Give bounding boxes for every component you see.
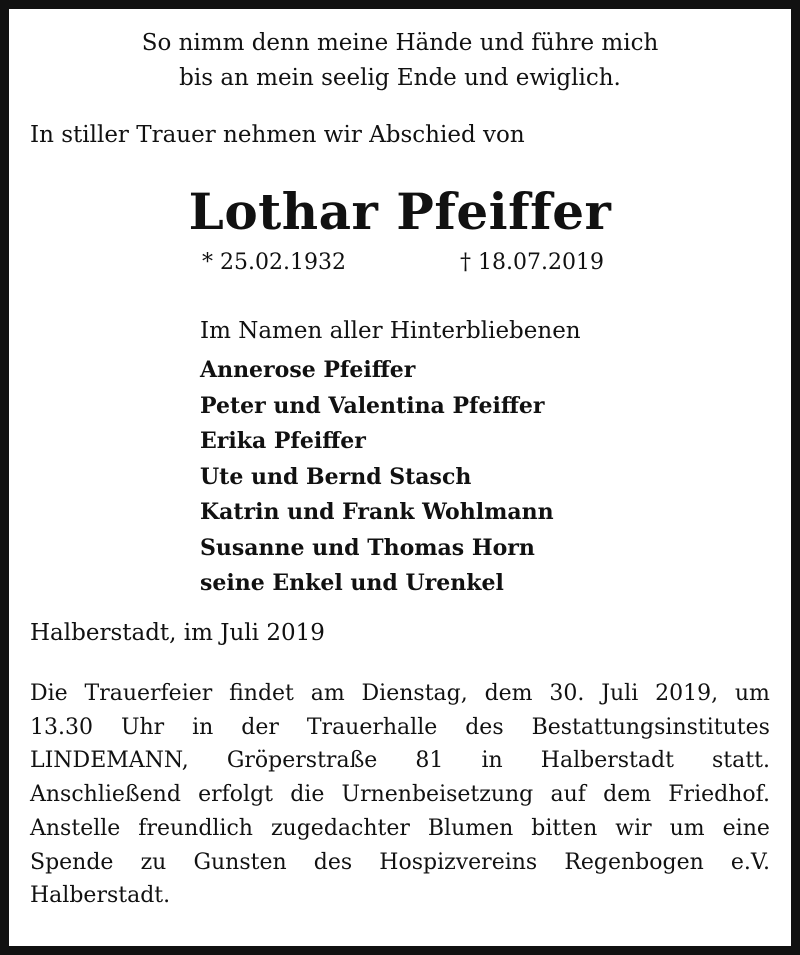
word: Urnenbeisetzung	[341, 781, 534, 807]
verse	[0, 26, 800, 96]
mourner-name: Annerose Pfeiffer	[200, 357, 416, 383]
word: dem	[484, 681, 533, 706]
word: dem	[603, 781, 652, 807]
word: am	[310, 681, 345, 706]
text-line	[30, 677, 770, 711]
word: des	[465, 714, 504, 740]
birth-date: * 25.02.1932	[202, 250, 346, 275]
word: Die	[30, 681, 68, 706]
word: statt.	[712, 748, 770, 773]
verse-line-2: bis an mein seelig Ende und ewiglich.	[179, 65, 621, 91]
word: LINDEMANN,	[30, 748, 189, 773]
word: Trauerfeier	[84, 681, 213, 706]
word: erfolgt	[198, 781, 273, 807]
mourner-name: Katrin und Frank Wohlmann	[200, 499, 554, 525]
intro-text: In stiller Trauer nehmen wir Abschied von	[30, 122, 525, 148]
word: in	[192, 714, 214, 740]
word: 30.	[549, 681, 585, 706]
word: Gröperstraße	[226, 748, 378, 773]
mourner-name: Susanne und Thomas Horn	[200, 534, 535, 561]
word: 13.30	[30, 714, 93, 740]
verse-line-1: So nimm denn meine Hände und führe mich	[141, 30, 659, 56]
mourner-name: Erika Pfeiffer	[200, 428, 366, 454]
mourner-name: Ute und Bernd Stasch	[200, 463, 472, 490]
word: Hospizvereins	[379, 849, 538, 875]
word: um	[734, 681, 770, 706]
mourner-name: seine Enkel und Urenkel	[200, 570, 504, 596]
word: Friedhof.	[668, 781, 770, 807]
text-line	[30, 846, 770, 880]
deceased-name: Lothar Pfeiffer	[188, 182, 612, 241]
text-line	[30, 812, 770, 846]
word: Halberstadt.	[30, 883, 171, 908]
word: Regenbogen	[564, 849, 704, 875]
word: Gunsten	[193, 849, 287, 875]
word: der	[241, 714, 279, 740]
text-line	[30, 744, 770, 778]
word: Spende	[30, 849, 114, 875]
flowers-notice	[30, 812, 770, 913]
word: um	[669, 816, 705, 841]
word: Uhr	[120, 714, 165, 740]
word: Blumen	[427, 816, 514, 841]
word: bitten	[531, 816, 598, 841]
mourners-heading: Im Namen aller Hinterbliebenen	[200, 318, 581, 344]
word: zugedachter	[270, 816, 410, 841]
word: in	[481, 748, 503, 773]
word: Dienstag,	[361, 681, 468, 706]
mourners-list	[200, 353, 554, 602]
word: wir	[615, 816, 652, 841]
word: die	[290, 781, 325, 807]
funeral-notice	[30, 677, 770, 811]
word: Anstelle	[30, 816, 121, 841]
word: eine	[722, 816, 770, 841]
text-line	[30, 711, 770, 745]
place-date: Halberstadt, im Juli 2019	[30, 620, 325, 646]
word: 2019,	[655, 681, 719, 706]
word: findet	[229, 681, 294, 706]
word: 81	[415, 748, 444, 773]
word: Juli	[601, 681, 639, 706]
word: Bestattungsinstitutes	[531, 714, 770, 740]
word: Halberstadt	[540, 748, 674, 773]
word: auf	[550, 781, 586, 807]
death-date: † 18.07.2019	[460, 250, 604, 275]
word: freundlich	[138, 816, 253, 841]
word: Trauerhalle	[306, 714, 438, 740]
text-line	[30, 879, 770, 913]
word: Anschließend	[30, 781, 181, 807]
text-line	[30, 778, 770, 812]
word: des	[313, 849, 353, 875]
word: zu	[140, 849, 167, 875]
mourner-name: Peter und Valentina Pfeiffer	[200, 392, 545, 419]
word: e.V.	[730, 849, 770, 875]
